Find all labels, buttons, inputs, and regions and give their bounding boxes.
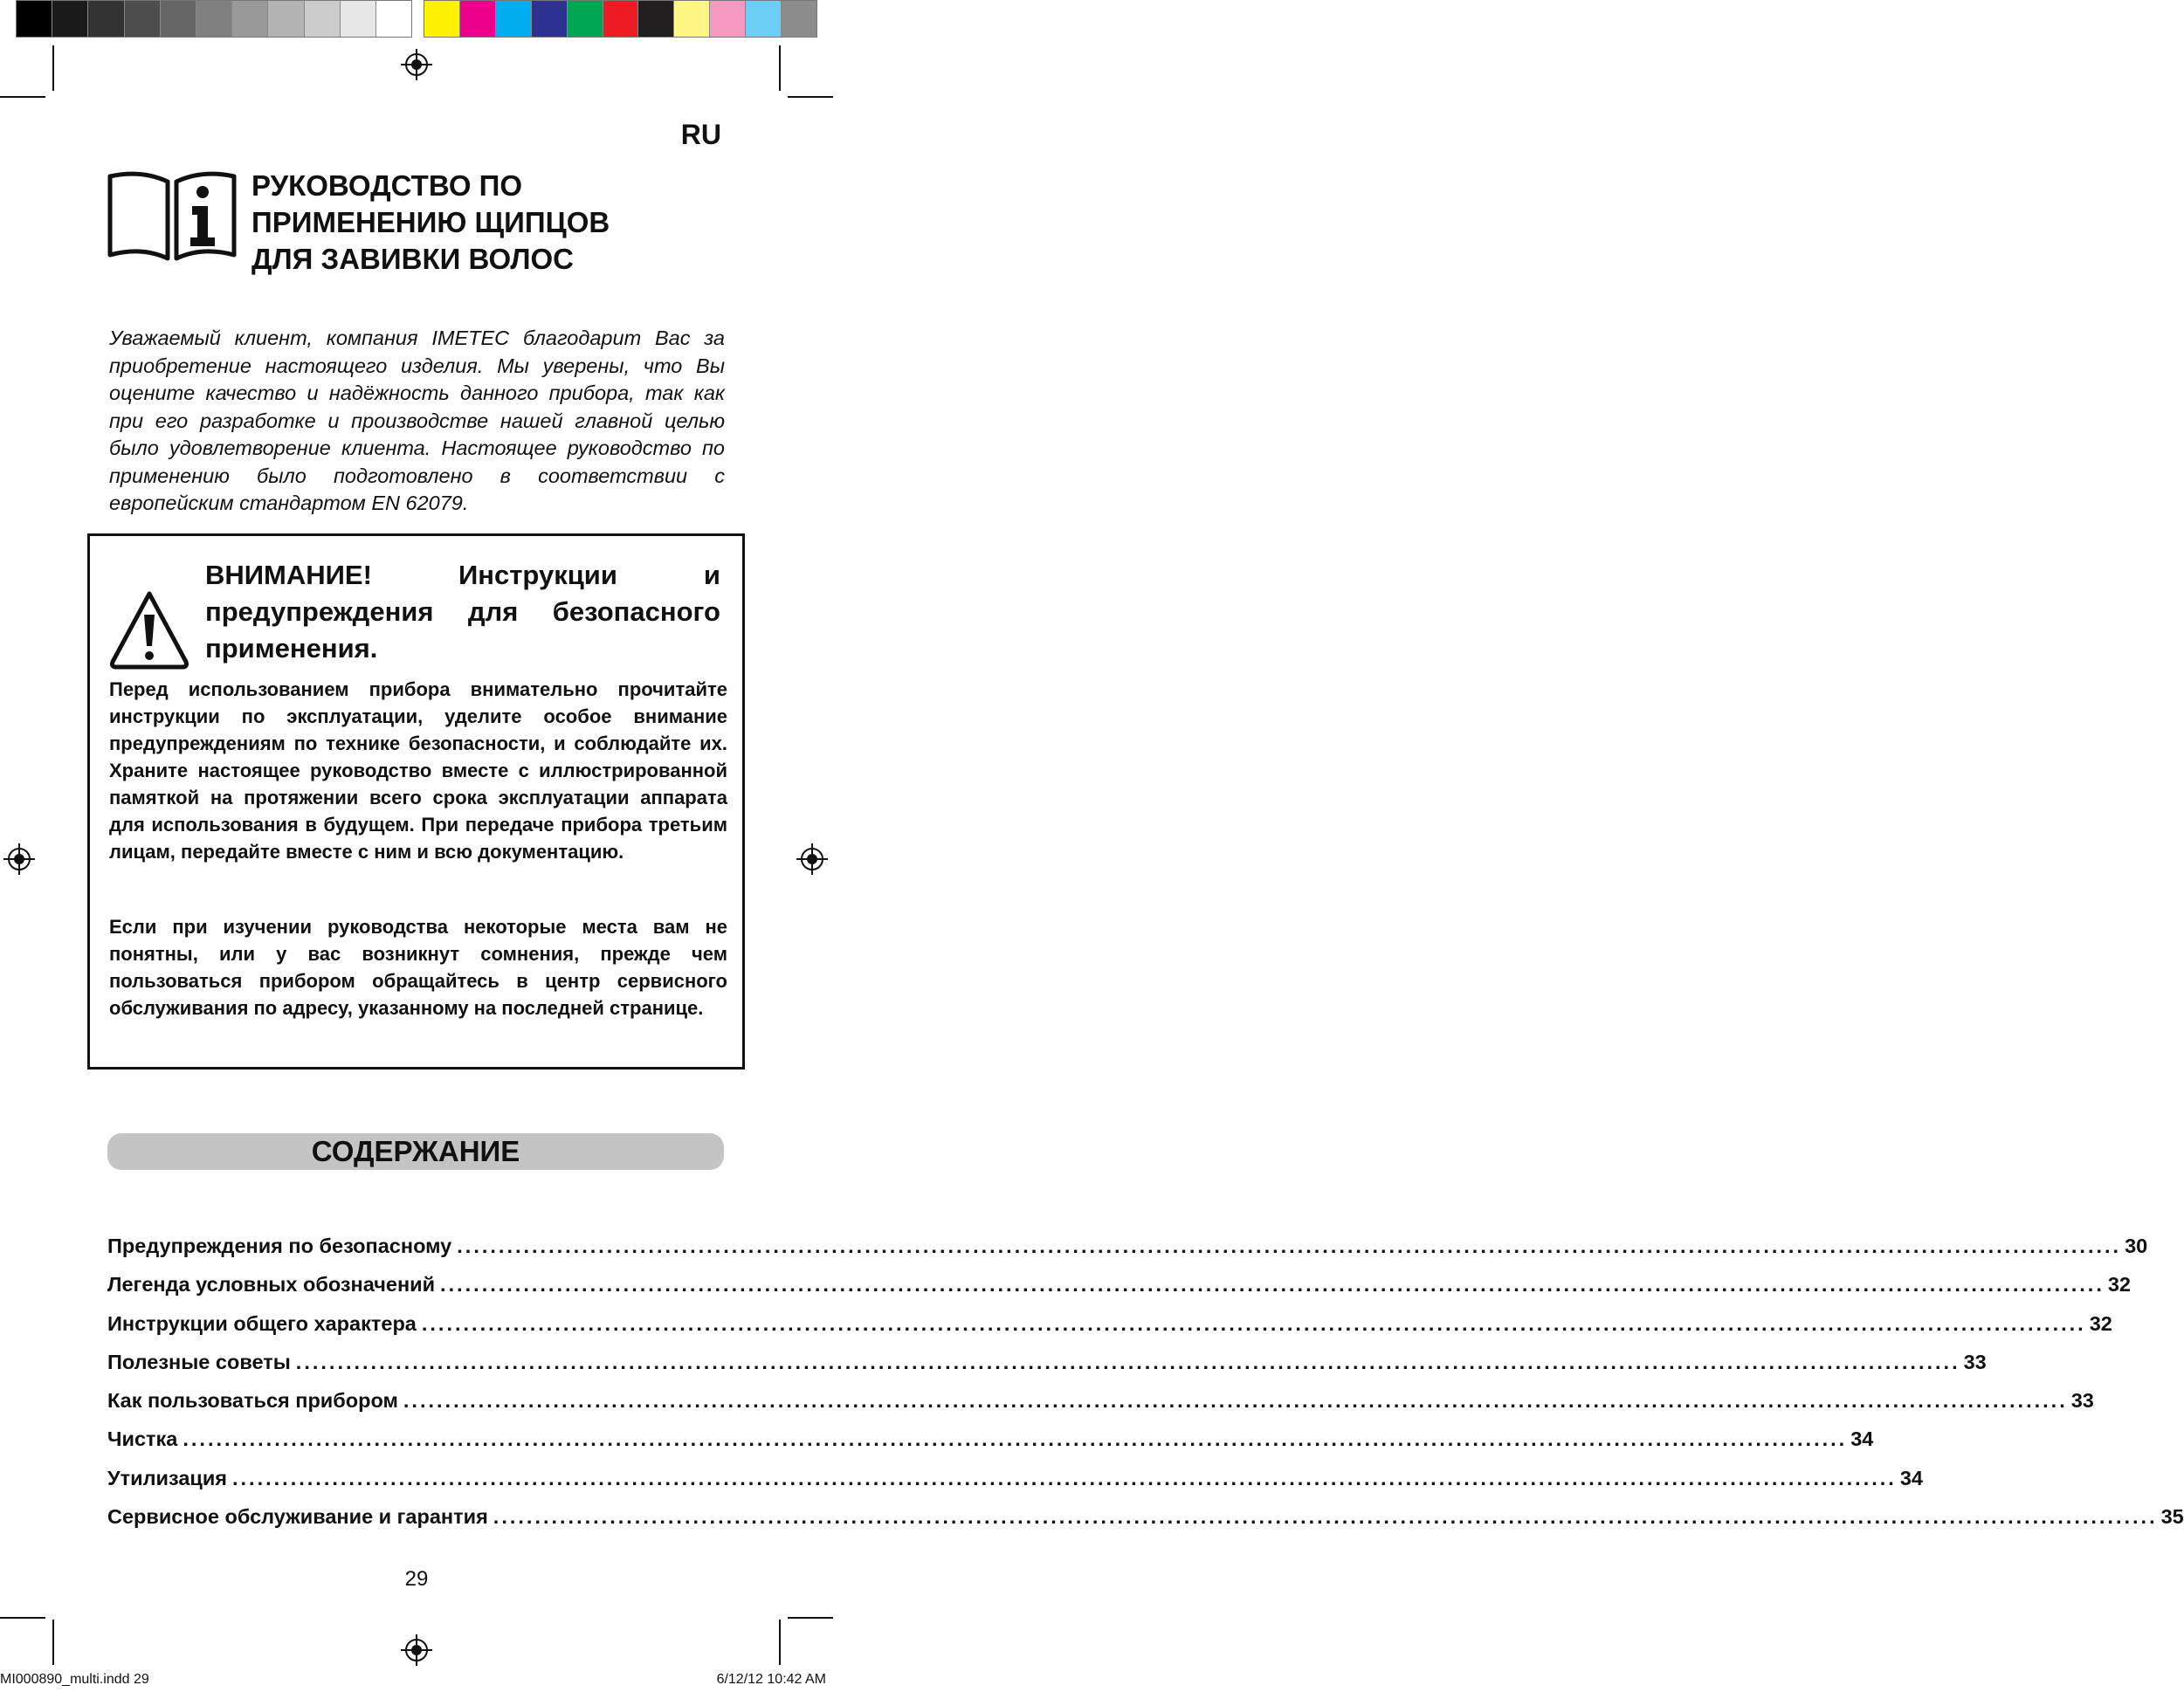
warning-paragraph: Если при изучении руководства некоторые места вам не понятны, или у вас возникнут сомнения, прежде чем пользоваться прибором обращайтесь в центр сервисного обслуживания по адресу, указанному на последней странице. [109, 916, 727, 1019]
color-swatch [88, 1, 124, 37]
crop-mark [52, 45, 54, 91]
color-swatch [52, 1, 88, 37]
color-swatch [424, 1, 460, 37]
file-slug: MI000890_multi.indd 29 [0, 1672, 149, 1687]
toc-entry-label: Предупреждения по безопасному [107, 1235, 452, 1257]
color-swatch [710, 1, 746, 37]
color-swatch [496, 1, 532, 37]
color-swatch [568, 1, 603, 37]
registration-mark-icon [401, 1634, 432, 1666]
toc-entry-page: 32 [2107, 1273, 2131, 1297]
toc-entry-label: Сервисное обслуживание и гарантия [107, 1505, 488, 1529]
registration-mark-icon [796, 843, 828, 875]
color-swatch [341, 1, 376, 37]
color-swatch [305, 1, 341, 37]
toc-leader: ........................................................................................................................................................................................................ [457, 1235, 2122, 1257]
color-swatch [17, 1, 52, 37]
color-swatch [746, 1, 782, 37]
toc-entry-label: Чистка [107, 1427, 178, 1451]
registration-mark-icon [3, 843, 35, 875]
toc-entry[interactable] [107, 1420, 1874, 1458]
color-swatch [674, 1, 710, 37]
toc-entry[interactable] [107, 1497, 2184, 1536]
color-swatch [196, 1, 232, 37]
color-swatch [376, 1, 411, 37]
title-line: ДЛЯ ЗАВИВКИ ВОЛОС [251, 243, 574, 275]
color-swatch [782, 1, 816, 37]
color-swatch [232, 1, 268, 37]
toc-entry-label: Инструкции общего характера [107, 1311, 417, 1335]
toc-leader: ........................................................................................................................................................................................................ [403, 1389, 2068, 1413]
color-swatch [532, 1, 568, 37]
toc-entry-page: 33 [2070, 1389, 2094, 1413]
process-color-bar [424, 0, 817, 38]
manual-title-block [107, 168, 610, 278]
warning-triangle-icon [109, 588, 189, 679]
title-line: ПРИМЕНЕНИЮ ЩИПЦОВ [251, 206, 610, 238]
color-swatch [125, 1, 161, 37]
toc-entry-label: Утилизация [107, 1466, 227, 1489]
color-swatch [460, 1, 496, 37]
title-line: РУКОВОДСТВО ПО [251, 169, 523, 202]
toc-entry[interactable] [107, 1459, 1923, 1497]
toc-entry-page: 30 [2125, 1235, 2148, 1257]
safety-warning-box [87, 533, 745, 1070]
toc-entry[interactable] [107, 1304, 2112, 1343]
toc-entry-label: Легенда условных обозначений [107, 1273, 436, 1297]
color-swatch [603, 1, 639, 37]
color-swatch [161, 1, 196, 37]
crop-mark [0, 96, 45, 98]
toc-title: СОДЕРЖАНИЕ [107, 1133, 724, 1170]
color-swatch [638, 1, 674, 37]
warning-paragraph: Перед использованием прибора внимательно прочитайте инструкции по эксплуатации, уделите особое внимание предупреждениям по технике безопасности, и соблюдайте их. Храните настоящее руководство вместе с иллюстрированной памяткой на протяжении всего срока эксплуатации аппарата для использования в будущем. При передаче прибора третьим лицам, передайте вместе с ним и всю документацию. [109, 678, 727, 863]
color-swatch [268, 1, 304, 37]
warning-title: ВНИМАНИЕ! Инструкции и предупреждения для безопасного применения. [205, 560, 720, 664]
table-of-contents [107, 1227, 2184, 1536]
toc-leader: ........................................................................................................................................................................................................ [421, 1311, 2086, 1335]
toc-entry-page: 34 [1850, 1427, 1874, 1451]
toc-entry-page: 35 [2160, 1505, 2184, 1529]
registration-mark-icon [401, 49, 432, 80]
crop-mark [52, 1620, 54, 1665]
crop-mark [779, 45, 781, 91]
page-number: 29 [404, 1567, 429, 1591]
toc-entry-page: 34 [1899, 1466, 1923, 1489]
grayscale-color-bar [16, 0, 412, 38]
toc-leader: ........................................................................................................................................................................................................ [295, 1350, 1960, 1373]
toc-entry[interactable] [107, 1343, 1987, 1381]
toc-entry-page: 33 [1963, 1350, 1987, 1373]
toc-entry[interactable] [107, 1227, 2148, 1265]
crop-mark [779, 1620, 781, 1665]
warning-header [109, 557, 727, 679]
toc-leader: ........................................................................................................................................................................................................ [493, 1505, 2158, 1529]
crop-mark [788, 1617, 833, 1619]
date-slug: 6/12/12 10:42 AM [716, 1672, 826, 1687]
intro-paragraph: Уважаемый клиент, компания IMETEC благодарит Вас за приобретение настоящего изделия. Мы уверены, что Вы оцените качество и надёжность данного прибора, так как при его разработке и производстве нашей главной целью было удовлетворение клиента. Настоящее руководство по применению было подготовлено в соответствии с европейским стандартом EN 62079. [109, 327, 725, 514]
toc-leader: ........................................................................................................................................................................................................ [440, 1273, 2105, 1297]
toc-leader: ........................................................................................................................................................................................................ [183, 1427, 1848, 1451]
toc-entry-label: Полезные советы [107, 1350, 291, 1373]
toc-entry-page: 32 [2089, 1311, 2112, 1335]
language-code: RU [680, 119, 721, 150]
toc-entry[interactable] [107, 1265, 2131, 1303]
crop-mark [788, 96, 833, 98]
page-title [251, 168, 610, 278]
toc-entry[interactable] [107, 1381, 2094, 1420]
toc-entry-label: Как пользоваться прибором [107, 1389, 398, 1413]
info-book-icon [107, 168, 238, 265]
toc-leader: ........................................................................................................................................................................................................ [232, 1466, 1897, 1489]
crop-mark [0, 1617, 45, 1619]
